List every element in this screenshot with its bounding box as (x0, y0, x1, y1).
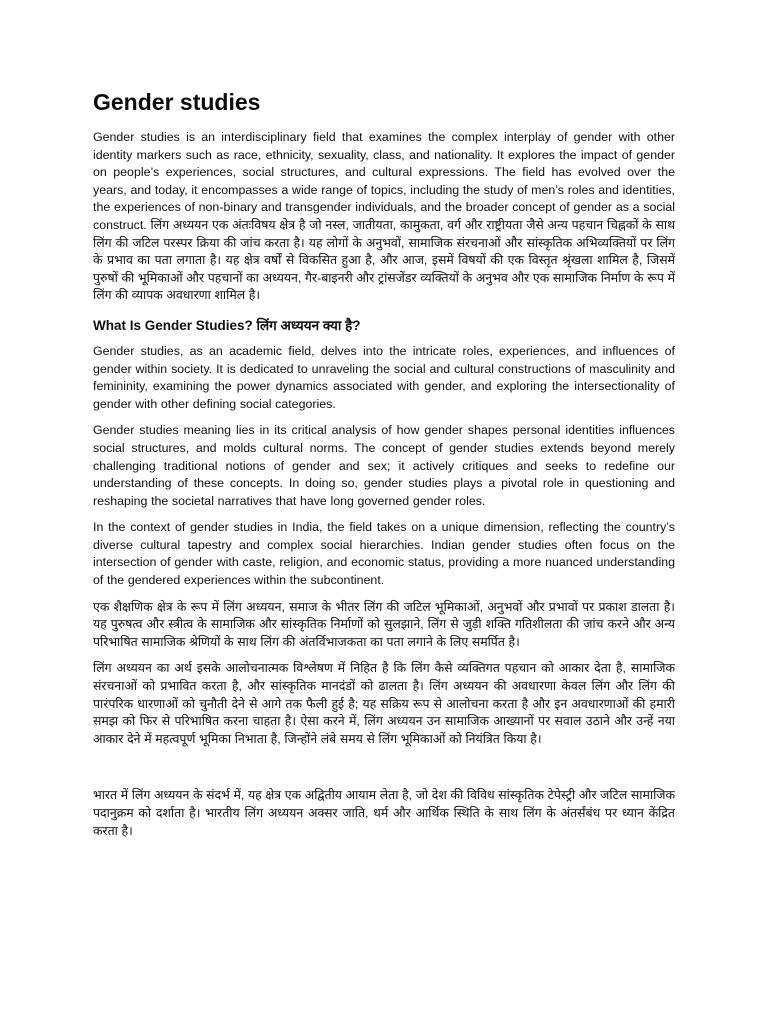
paragraph-india: In the context of gender studies in India, the field takes on a unique dimension, reflecting the country’s diverse cultural tapestry and complex social hierarchies. Indian gender studies often focus on the intersection of gender with caste, religion, and economic status, providing a more nuanced understanding of the gendered experiences within the subcontinent. (93, 520, 675, 588)
paragraph-meaning: Gender studies meaning lies in its critical analysis of how gender shapes personal identities influences social structures, and molds cultural norms. The concept of gender studies extends beyond merely challenging traditional notions of gender and sex; it actively critiques and seeks to redefine our understanding of these concepts. In doing so, gender studies plays a pivotal role in questioning and reshaping the societal narratives that have long governed gender roles. (93, 423, 675, 508)
paragraph-hindi-meaning: लिंग अध्ययन का अर्थ इसके आलोचनात्मक विश्लेषण में निहित है कि लिंग कैसे व्यक्तिगत पहचान को आकार देता है, सामाजिक संरचनाओं को प्रभावित करता है, और सांस्कृतिक मानदंडों को ढालता है। लिंग अध्ययन की अवधारणा केवल लिंग और लिंग की पारंपरिक धारणाओं को चुनौती देने से आगे तक फैली हुई है; यह सक्रिय रूप से आलोचना करता है और इन अवधारणाओं की हमारी समझ को फिर से परिभाषित करना चाहता है। ऐसा करने में, लिंग अध्ययन उन सामाजिक आख्यानों पर सवाल उठाने और उन्हें नया आकार देने में महत्वपूर्ण भूमिका निभाता है, जिन्होंने लंबे समय से लिंग भूमिकाओं को नियंत्रित किया है। (93, 661, 675, 746)
paragraph-hindi-india: भारत में लिंग अध्ययन के संदर्भ में, यह क्षेत्र एक अद्वितीय आयाम लेता है, जो देश की विविध सांस्कृतिक टेपेस्ट्री और जटिल सामाजिक पदानुक्रम को दर्शाता है। भारतीय लिंग अध्ययन अक्सर जाति, धर्म और आर्थिक स्थिति के साथ लिंग के अंतर्संबंध पर ध्यान केंद्रित करता है। (93, 788, 675, 838)
document-page (93, 86, 675, 839)
section-heading: What Is Gender Studies? लिंग अध्ययन क्या है? (93, 317, 361, 333)
paragraph-gap (93, 757, 675, 787)
paragraph-definition: Gender studies, as an academic field, delves into the intricate roles, experiences, and influences of gender within society. It is dedicated to unraveling the social and cultural constructions of masculinity and femininity, examining the power dynamics associated with gender, and exploring the intersectionality of gender with other defining social categories. (93, 343, 675, 411)
paragraph-hindi-definition: एक शैक्षणिक क्षेत्र के रूप में लिंग अध्ययन, समाज के भीतर लिंग की जटिल भूमिकाओं, अनुभवों और प्रभावों पर प्रकाश डालता है। यह पुरुषत्व और स्त्रीत्व के सामाजिक और सांस्कृतिक निर्माणों को सुलझाने, लिंग से जुड़ी शक्ति गतिशीलता की जांच करने और अन्य परिभाषित सामाजिक श्रेणियों के साथ लिंग की अंतर्विभाजकता का पता लगाने के लिए समर्पित है। (93, 599, 675, 649)
page-title: Gender studies (93, 89, 261, 115)
intro-paragraph: Gender studies is an interdisciplinary field that examines the complex interplay of gender with other identity markers such as race, ethnicity, sexuality, class, and nationality. It explores the impact of gender on people’s experiences, social structures, and cultural expressions. The field has evolved over the years, and today, it encompasses a wide range of topics, including the study of men’s roles and identities, the experiences of non-binary and transgender individuals, and the broader concept of gender as a social construct. लिंग अध्ययन एक अंतःविषय क्षेत्र है जो नस्ल, जातीयता, कामुकता, वर्ग और राष्ट्रीयता जैसे अन्य पहचान चिह्नकों के साथ लिंग की जटिल परस्पर क्रिया की जांच करता है। यह लोगों के अनुभवों, सामाजिक संरचनाओं और सांस्कृतिक अभिव्यक्तियों पर लिंग के प्रभाव का पता लगाता है। यह क्षेत्र वर्षों से विकसित हुआ है, और आज, इसमें विषयों की एक विस्तृत श्रृंखला शामिल है, जिसमें पुरुषों की भूमिकाओं और पहचानों का अध्ययन, गैर-बाइनरी और ट्रांसजेंडर व्यक्तियों के अनुभव और एक सामाजिक निर्माण के रूप में लिंग की व्यापक अवधारणा शामिल है। (93, 130, 675, 303)
